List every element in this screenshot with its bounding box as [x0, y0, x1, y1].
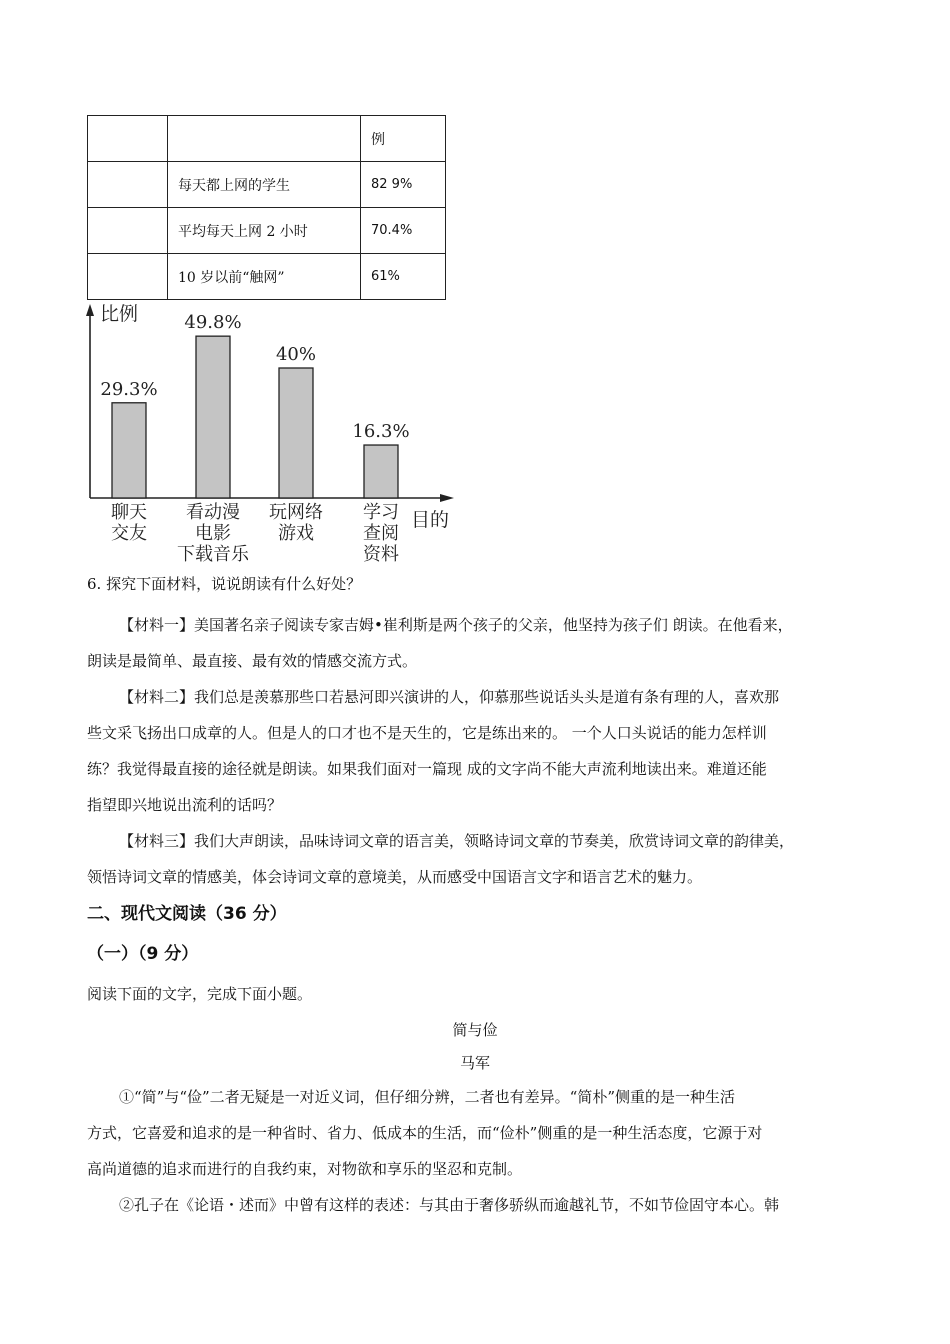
material-1-line: 朗读是最简单、最直接、最有效的情感交流方式。 — [87, 652, 418, 670]
table-row — [88, 208, 446, 254]
data-label: 29.3% — [100, 378, 158, 400]
data-label: 16.3% — [352, 421, 410, 443]
table-cell-label: 平均每天上网 2 小时 — [168, 208, 361, 254]
x-axis-arrow — [440, 494, 454, 502]
bar — [279, 368, 313, 498]
material-2-line: 指望即兴地说出流利的话吗？ — [87, 796, 283, 814]
y-axis-label: 比例 — [100, 303, 139, 325]
category-label: 交友 — [111, 523, 147, 544]
material-2-line: 【材料二】我们总是羡慕那些口若悬河即兴演讲的人，仰慕那些说话头头是道有条有理的人，喜欢那 — [119, 688, 780, 706]
table-cell-value: 82 9% — [361, 162, 446, 208]
table-cell-value: 61% — [361, 254, 446, 300]
bar — [196, 336, 230, 498]
article-author: 马军 — [459, 1054, 490, 1072]
paragraph-1-line: ①“简”与“俭”二者无疑是一对近义词，但仔细分辨，二者也有差异。“简朴”侧重的是一种生活 — [119, 1088, 736, 1106]
table-row — [88, 162, 446, 208]
paragraph-1-line: 高尚道德的追求而进行的自我约束，对物欲和享乐的坚忍和克制。 — [87, 1160, 523, 1178]
instruction-text: 阅读下面的文字，完成下面小题。 — [87, 985, 313, 1003]
category-label: 玩网络 — [269, 502, 323, 523]
bar-chart — [80, 300, 480, 570]
category-label: 查阅 — [363, 523, 399, 544]
category-label: 下载音乐 — [177, 544, 249, 565]
table-header-cell: 例 — [361, 116, 446, 162]
table-cell-label: 10 岁以前“触网” — [168, 254, 361, 300]
x-axis-label: 目的 — [411, 509, 450, 531]
subsection-heading: （一）（9 分） — [87, 944, 199, 964]
table-cell-value: 70.4% — [361, 208, 446, 254]
table-row — [88, 116, 446, 162]
category-label: 电影 — [195, 523, 231, 544]
bar — [364, 445, 398, 498]
paragraph-2-line: ②孔子在《论语・述而》中曾有这样的表述：与其由于奢侈骄纵而逾越礼节，不如节俭固守本心。韩 — [119, 1196, 780, 1214]
y-axis-arrow — [86, 304, 94, 316]
data-label: 40% — [275, 344, 317, 365]
material-3-line: 【材料三】我们大声朗读，品味诗词文章的语言美，领略诗词文章的节奏美，欣赏诗词文章的韵律美， — [119, 832, 795, 850]
data-label: 49.8% — [184, 312, 242, 334]
material-2-line: 练？我觉得最直接的途径就是朗读。如果我们面对一篇现 成的文字尚不能大声流利地读出来。难道还能 — [87, 760, 767, 778]
material-2-line: 些文采飞扬出口成章的人。但是人的口才也不是天生的，它是练出来的。 一个人口头说话的能力怎样训 — [87, 724, 767, 742]
category-label: 资料 — [363, 544, 399, 565]
category-label: 看动漫 — [186, 502, 240, 523]
material-1-line: 【材料一】美国著名亲子阅读专家吉姆•崔利斯是两个孩子的父亲，他坚持为孩子们 朗读。在他看来， — [119, 616, 793, 634]
bar — [112, 403, 146, 498]
category-label: 学习 — [363, 502, 399, 523]
section-heading: 二、现代文阅读（36 分） — [87, 904, 287, 924]
question-6: 6. 探究下面材料，说说朗读有什么好处？ — [87, 575, 362, 593]
category-label: 游戏 — [278, 523, 314, 544]
statistics-table — [87, 115, 446, 300]
category-label: 聊天 — [111, 502, 147, 523]
material-3-line: 领悟诗词文章的情感美，体会诗词文章的意境美，从而感受中国语言文字和语言艺术的魅力。 — [87, 868, 703, 886]
table-row — [88, 254, 446, 300]
paragraph-1-line: 方式，它喜爱和追求的是一种省时、省力、低成本的生活，而“俭朴”侧重的是一种生活态度，它源于对 — [87, 1124, 763, 1142]
article-title: 简与俭 — [452, 1021, 498, 1039]
table-cell-label: 每天都上网的学生 — [168, 162, 361, 208]
